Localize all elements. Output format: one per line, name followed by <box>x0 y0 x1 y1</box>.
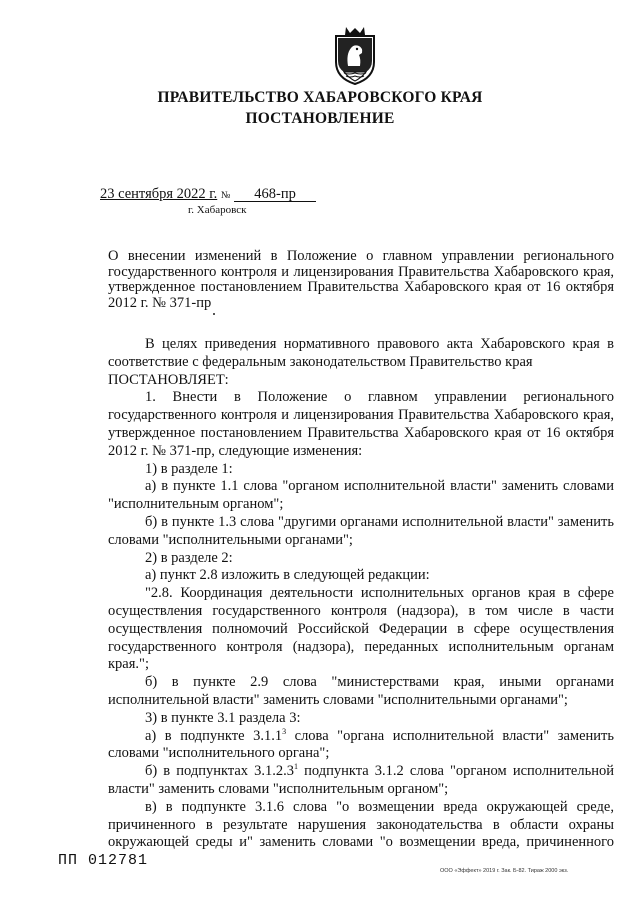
number-label: № <box>220 190 231 201</box>
printer-imprint: ООО «Эффект» 2019 г. Зак. Б-82. Тираж 2000 экз. <box>440 868 569 874</box>
document-body <box>108 336 614 852</box>
superscript: 3 <box>282 726 287 736</box>
item-1: 1. Внести в Положение о главном управлении регионального государственного контроля и лицензирования Правительства Хабаровского края, утвержденное постановлением Правительства Хабаровского края от 16 октября 2012 г. № 371-пр, следующие изменения: <box>108 389 614 459</box>
resolves-heading: ПОСТАНОВЛЯЕТ: <box>108 371 229 388</box>
section-3-b-start: б) в подпунктах 3.1.2.3 <box>145 763 295 780</box>
section-2-b: б) в пункте 2.9 слова "министерствами края, иными органами исполнительной власти" заменить словами "исполнительными органами"; <box>108 674 614 708</box>
scan-speck <box>213 313 215 315</box>
city: г. Хабаровск <box>188 204 247 216</box>
document-type: ПОСТАНОВЛЕНИЕ <box>245 110 395 127</box>
section-2-a: а) пункт 2.8 изложить в следующей редакции: <box>145 567 430 584</box>
superscript: 1 <box>294 762 299 772</box>
section-3: 3) в пункте 3.1 раздела 3: <box>145 709 301 726</box>
section-3-a <box>108 728 614 764</box>
section-3-a-start: а) в подпункте 3.1.1 <box>145 727 283 744</box>
quoted-clause: "2.8. Координация деятельности исполнительных органов края в сфере осуществления государственного контроля (надзора), в том числе в части осуществления полномочий Российской Федерации в сфере осуществления государственного контроля (надзора), переданных исполнительным органам края."; <box>108 585 614 673</box>
section-3-b <box>108 763 614 799</box>
document-number: 468-пр <box>234 187 316 202</box>
section-1-b: б) в пункте 1.3 слова "другими органами исполнительной власти" заменить словами "исполнительными органами"; <box>108 513 614 548</box>
preamble: В целях приведения нормативного правового акта Хабаровского края в соответствие с федеральным законодательством Правительство края <box>108 336 614 370</box>
government-title: ПРАВИТЕЛЬСТВО ХАБАРОВСКОГО КРАЯ <box>157 89 483 106</box>
document-date: 23 сентября 2022 г. <box>100 186 218 202</box>
section-3-c: в) в подпункте 3.1.6 слова "о возмещении вреда окружающей среде, причиненного в результате нарушения законодательства в области охраны окружающей среды и" заменить словами "о возмещении вреда, причиненного <box>108 798 614 851</box>
date-number-line <box>100 186 316 203</box>
section-1: 1) в разделе 1: <box>145 460 233 477</box>
section-3-b-end: подпункта 3.1.2 слова "органом исполнительной власти" заменить словами "исполнительным органом"; <box>108 763 614 797</box>
section-3-a-end: слова "органа исполнительной власти" заменить словами "исполнительного органа"; <box>108 727 614 762</box>
section-1-a: а) в пункте 1.1 слова "органом исполнительной власти" заменить словами "исполнительным органом"; <box>108 478 614 513</box>
serial-number: ПП 012781 <box>58 852 149 869</box>
document-subject: О внесении изменений в Положение о главном управлении регионального государственного контроля и лицензирования Правительства Хабаровского края, утвержденное постановлением Правительства Хабаровского края от 16 октября 2012 г. № 371-пр <box>108 248 614 311</box>
section-2: 2) в разделе 2: <box>145 549 233 566</box>
coat-of-arms-icon <box>332 24 378 86</box>
